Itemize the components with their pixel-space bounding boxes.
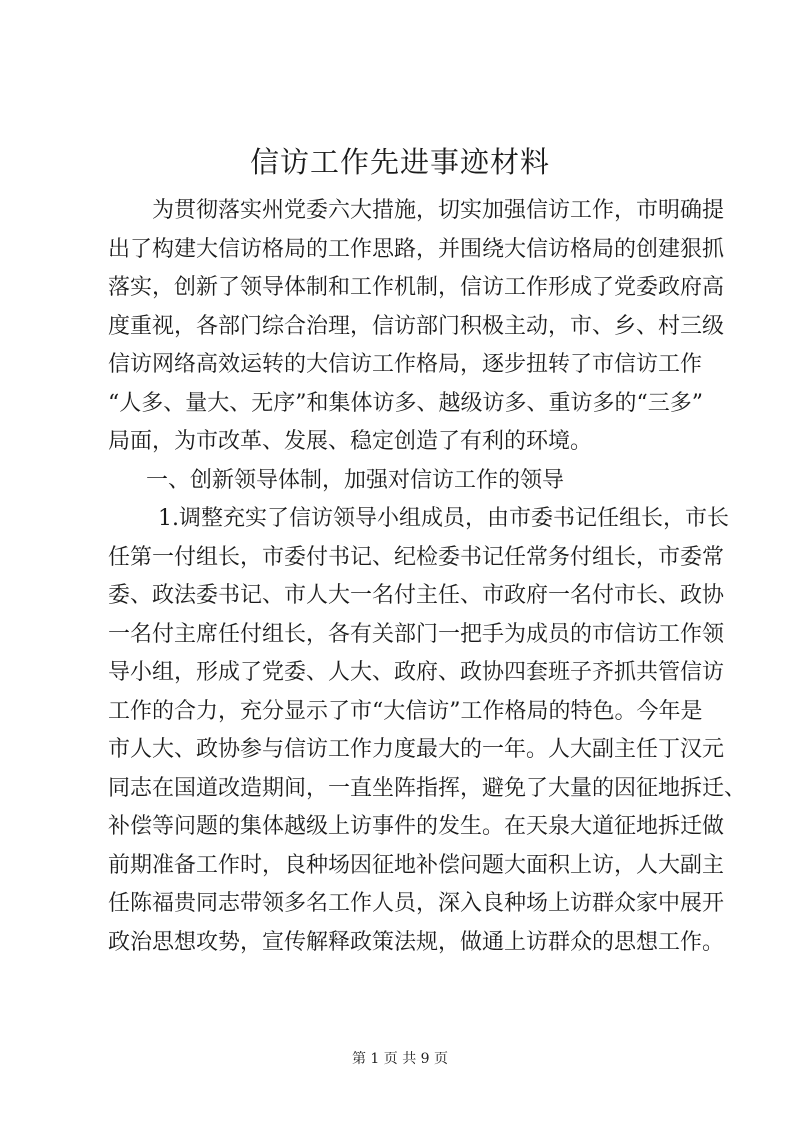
paragraph-line: 落实，创新了领导体制和工作机制，信访工作形成了党委政府高 [108,275,725,300]
document-body [108,192,747,962]
paragraph-line: 政治思想攻势，宣传解释政策法规，做通上访群众的思想工作。 [108,929,725,955]
paragraph-line: 任第一付组长，市委付书记、纪检委书记任常务付组长，市委常 [108,544,725,570]
paragraph-line: 1.调整充实了信访领导小组成员，由市委书记任组长，市长 [158,506,729,531]
paragraph-line: “人多、量大、无序”和集体访多、越级访多、重访多的“三多” [108,390,703,416]
paragraph-line: 信访网络高效运转的大信访工作格局，逐步扭转了市信访工作 [108,352,703,377]
paragraph-line: 度重视，各部门综合治理，信访部门积极主动，市、乡、村三级 [108,313,725,339]
paragraph-line: 同志在国道改造期间，一直坐阵指挥，避免了大量的因征地拆迁、 [108,775,747,801]
paragraph-line: 导小组，形成了党委、人大、政府、政协四套班子齐抓共管信访 [108,660,725,685]
paragraph-line: 为贯彻落实州党委六大措施，切实加强信访工作，市明确提 [152,198,725,223]
paragraph-line: 局面，为市改革、发展、稳定创造了有利的环境。 [108,429,593,454]
paragraph-line: 补偿等问题的集体越级上访事件的发生。在天泉大道征地拆迁做 [108,814,725,839]
page-number-footer: 第 1 页 共 9 页 [351,1051,449,1067]
paragraph-line: 一名付主席任付组长，各有关部门一把手为成员的市信访工作领 [108,621,725,647]
paragraph-line: 前期准备工作时，良种场因征地补偿问题大面积上访，人大副主 [108,852,725,878]
section-heading: 一、创新领导体制，加强对信访工作的领导 [146,467,565,493]
paragraph-line: 市人大、政协参与信访工作力度最大的一年。人大副主任丁汉元 [108,737,725,762]
paragraph-line: 委、政法委书记、市人大一名付主任、市政府一名付市长、政协 [108,583,725,608]
paragraph-line: 工作的合力，充分显示了市“大信访”工作格局的特色。今年是 [108,698,703,724]
paragraph-line: 任陈福贵同志带领多名工作人员，深入良种场上访群众家中展开 [108,891,725,916]
document-title: 信访工作先进事迹材料 [249,145,550,179]
paragraph-line: 出了构建大信访格局的工作思路，并围绕大信访格局的创建狠抓 [108,236,725,262]
